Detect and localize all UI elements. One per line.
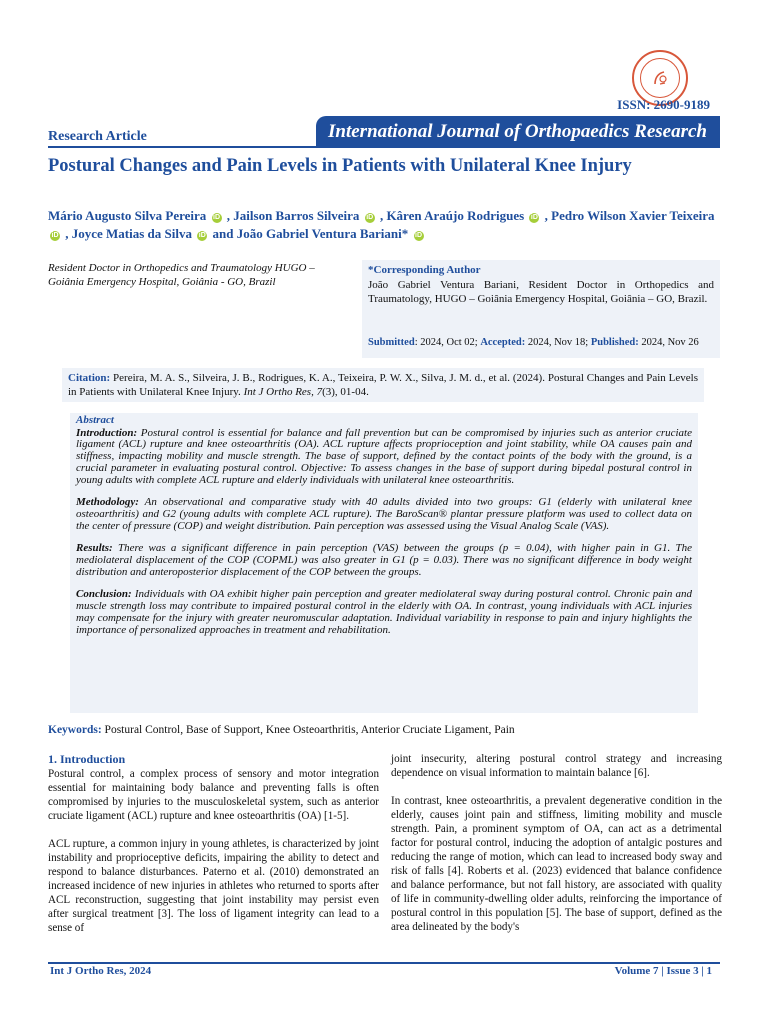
abstract-section-text: Postural control is essential for balance and fall prevention but can be compromised by injuries such as anterior cruciate ligament (ACL) rupture and knee osteoarthritis (OA). ACL rupture affects proprioception and joint stability, while OA causes pain and stiffness, impacting mobility and muscle strength. The base of support, defined by the contact points of the body with the ground, is a crucial parameter in evaluating postural control. Objective: To assess changes in the base of support during bipedal postural control in young adults with complete ACL rupture and elderly individuals with unilateral knee osteoarthritis.	[76, 426, 692, 486]
body-paragraph: joint insecurity, altering postural control strategy and increasing dependence on visual information to maintain balance [6].	[391, 753, 722, 779]
published-label: Published:	[590, 337, 639, 348]
author-list	[48, 207, 728, 243]
keywords-label: Keywords:	[48, 724, 102, 736]
author-name: , Kâren Araújo Rodrigues	[379, 208, 525, 223]
footer-divider	[48, 962, 720, 964]
abstract-section-label: Introduction:	[76, 426, 138, 439]
orcid-icon[interactable]: iD	[530, 214, 538, 221]
abstract-results	[76, 543, 692, 578]
author-name: , Jailson Barros Silveira	[226, 208, 360, 223]
footer-journal: Int J Ortho Res, 2024	[50, 965, 152, 977]
orcid-icon[interactable]: iD	[415, 232, 422, 239]
abstract-conclusion	[76, 589, 692, 636]
journal-banner	[316, 116, 720, 148]
author-name: Mário Augusto Silva Pereira	[48, 208, 207, 223]
abstract-section-label: Conclusion:	[76, 588, 132, 601]
abstract-section-label: Methodology:	[76, 496, 139, 509]
author-name: , Pedro Wilson Xavier Teixeira	[544, 208, 715, 223]
corresponding-author-heading: *Corresponding Author	[368, 264, 481, 276]
article-title: Postural Changes and Pain Levels in Patients with Unilateral Knee Injury	[48, 156, 632, 176]
body-column-left	[48, 752, 379, 949]
citation-journal: Int J Ortho Res, 7	[243, 386, 323, 398]
abstract-section-text: An observational and comparative study with 40 adults divided into two groups: G1 (elderly with unilateral knee osteoarthritis) and G2 (young adults with complete ACL rupture). The BaroScan® plantar pressure platform was used to collect data on the center of pressure (COP) and weight distribution. Pain perception was assessed using the Visual Analog Scale (VAS).	[76, 496, 692, 532]
abstract-methodology	[76, 497, 692, 532]
abstract-box	[70, 413, 698, 713]
citation-label: Citation:	[68, 372, 111, 384]
journal-name: International Journal of Orthopaedics Research	[328, 121, 707, 142]
body-paragraph: In contrast, knee osteoarthritis, a prevalent degenerative condition in the elderly, causes joint pain and stiffness, limiting mobility and muscle strength. Pain, a prominent symptom of OA, can act as a detrimental factor for postural control, inducing the adoption of antalgic postures and reducing the range of motion, which can lead to increased body sway and risk of falls [4]. Roberts et al. (2023) evidenced that balance confidence and balance performance, but not fall history, are associated with quality of life in community-dwelling older adults, reinforcing the importance of postural control in this population [5]. The base of support, defined as the area delineated by the body's	[391, 795, 722, 933]
citation-pages: (3), 01-04.	[322, 386, 369, 398]
orcid-icon[interactable]: iD	[213, 214, 221, 221]
accepted-label: Accepted:	[480, 337, 526, 348]
published-date: 2024, Nov 26	[641, 337, 699, 348]
author-name: , Joyce Matias da Silva	[65, 226, 192, 241]
article-type: Research Article	[48, 129, 147, 144]
footer-volume: Volume 7 | Issue 3 | 1	[614, 965, 712, 977]
accepted-date: 2024, Nov 18;	[527, 337, 589, 348]
abstract-heading: Abstract	[76, 414, 114, 426]
author-name: and João Gabriel Ventura Bariani*	[212, 226, 409, 241]
issn: ISSN: 2690-9189	[617, 97, 710, 112]
section-heading: 1. Introduction	[48, 752, 126, 766]
affiliation: Resident Doctor in Orthopedics and Traumatology HUGO – Goiânia Emergency Hospital, Goiânia - GO, Brazil	[48, 262, 315, 288]
keywords-text: Postural Control, Base of Support, Knee Osteoarthritis, Anterior Cruciate Ligament, Pain	[104, 724, 515, 736]
abstract-introduction	[76, 428, 692, 487]
abstract-section-text: Individuals with OA exhibit higher pain perception and greater mediolateral sway during postural control. Chronic pain and muscle strength loss may contribute to impaired postural control in the elderly with OA. In contrast, young individuals with ACL injuries may compensate for the injury with greater neuromuscular adaptation. Individual variability in response to pain and injury highlights the importance of personalized approaches in treatment and rehabilitation.	[76, 588, 692, 636]
abstract-section-label: Results:	[76, 542, 113, 555]
submitted-date: : 2024, Oct 02;	[414, 337, 478, 348]
abstract-section-text: There was a significant difference in pain perception (VAS) between the groups (p = 0.04), with higher pain in G1. The mediolateral displacement of the COP (COPML) was also greater in G1 (p = 0.03). There was no significant difference in body weight distribution and anteroposterior displacement of the COP between the groups.	[76, 542, 692, 578]
orcid-icon[interactable]: iD	[366, 214, 374, 221]
logo-emblem-icon	[640, 58, 680, 98]
keywords	[48, 724, 515, 736]
corresponding-author-text: João Gabriel Ventura Bariani, Resident Doctor in Orthopedics and Traumatology, HUGO – Goiânia Emergency Hospital, Goiânia – GO, Brazil.	[368, 279, 714, 305]
citation-text: Pereira, M. A. S., Silveira, J. B., Rodrigues, K. A., Teixeira, P. W. X., Silva, J. M. d., et al. (2024). Postural Changes and Pain Levels in Patients with Unilateral Knee Injury.	[68, 372, 699, 398]
body-column-right	[391, 752, 722, 948]
orcid-icon[interactable]: iD	[198, 232, 206, 239]
citation-box	[62, 368, 704, 402]
orcid-icon[interactable]: iD	[51, 232, 59, 239]
publication-dates	[368, 337, 699, 348]
submitted-label: Submitted	[368, 337, 415, 348]
body-paragraph: ACL rupture, a common injury in young athletes, is characterized by joint instability and proprioceptive deficits, impairing the ability to detect and respond to balance disturbances. Paterno et al. (2010) demonstrated an increased incidence of new injuries in athletes who returned to sports after ACL reconstruction, suggesting that joint instability may persist even after surgical treatment [3]. The loss of ligament integrity can lead to a sense of	[48, 838, 379, 934]
body-paragraph: Postural control, a complex process of sensory and motor integration essential for maintaining body balance and preventing falls is often compromised by injuries to the musculoskeletal system, such as anterior cruciate ligament (ACL) rupture and knee osteoarthritis (OA) [1-5].	[48, 768, 379, 822]
